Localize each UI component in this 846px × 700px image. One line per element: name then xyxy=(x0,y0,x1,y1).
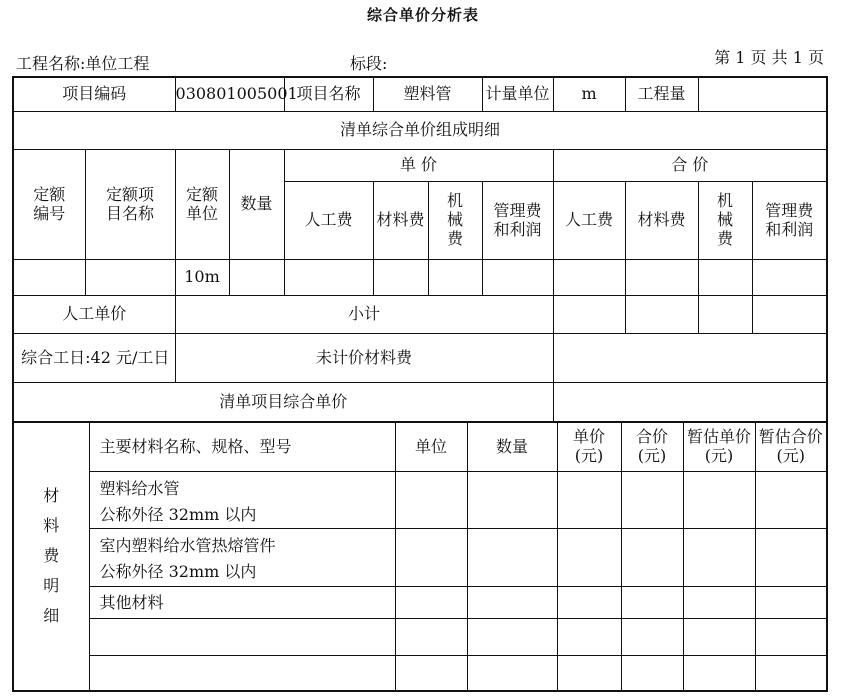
col-machine: 机械费 xyxy=(428,181,482,259)
labor-unit-price-label: 人工单价 xyxy=(13,295,175,333)
col-quota-unit: 定额单位 xyxy=(175,149,229,259)
material-spec: 公称外径 32mm 以内 xyxy=(99,562,257,581)
col-total-machine: 机械费 xyxy=(698,181,752,259)
section-label: 标段: xyxy=(350,54,388,73)
col-quantity: 数量 xyxy=(229,149,284,259)
material-row xyxy=(89,587,395,619)
col-quota-code: 定额编号 xyxy=(13,149,85,259)
col-labor: 人工费 xyxy=(284,181,373,259)
mat-col-unit: 单位 xyxy=(395,422,467,472)
material-row-empty xyxy=(89,619,395,656)
col-total-mgmt-profit: 管理费和利润 xyxy=(752,181,827,259)
item-unit-price-label: 清单项目综合单价 xyxy=(13,382,553,422)
project-name: 工程名称:单位工程 xyxy=(16,54,150,73)
col-mgmt-profit: 管理费和利润 xyxy=(482,181,553,259)
labor-day-rate: 综合工日:42 元/工日 xyxy=(13,333,175,382)
mat-col-est-unit-price: 暂估单价(元) xyxy=(683,422,755,472)
mat-col-quantity: 数量 xyxy=(467,422,557,472)
material-name: 塑料给水管 xyxy=(99,479,180,498)
mat-col-est-total-price: 暂估合价(元) xyxy=(755,422,827,472)
unit-price-table xyxy=(12,76,828,423)
mat-col-total-price: 合价(元) xyxy=(621,422,683,472)
material-spec: 公称外径 32mm 以内 xyxy=(99,505,257,524)
subtotal-label: 小计 xyxy=(175,295,553,333)
col-quota-name: 定额项目名称 xyxy=(85,149,175,259)
quantity-value xyxy=(698,77,827,111)
unit-label: 计量单位 xyxy=(482,77,553,111)
col-material: 材料费 xyxy=(373,181,428,259)
col-unit-price-group: 单 价 xyxy=(284,149,553,181)
material-side-label: 材料费明细 xyxy=(13,422,89,691)
unit-value: m xyxy=(553,77,625,111)
item-name-label: 项目名称 xyxy=(284,77,373,111)
material-name: 其他材料 xyxy=(99,592,164,612)
page-info: 第 1 页 共 1 页 xyxy=(714,48,824,67)
col-total-labor: 人工费 xyxy=(553,181,625,259)
material-row xyxy=(89,472,395,529)
material-name: 室内塑料给水管热熔管件 xyxy=(99,536,276,555)
item-code-value: 030801005001 xyxy=(175,77,284,111)
mat-col-name: 主要材料名称、规格、型号 xyxy=(89,422,395,472)
data-quota-name xyxy=(85,259,175,295)
detail-title: 清单综合单价组成明细 xyxy=(13,111,827,149)
item-name-value: 塑料管 xyxy=(373,77,482,111)
material-row-empty xyxy=(89,656,395,691)
item-code-label: 项目编码 xyxy=(13,77,175,111)
page-title: 综合单价分析表 xyxy=(366,6,479,24)
data-quota-unit: 10m xyxy=(175,259,229,295)
unpriced-material-label: 未计价材料费 xyxy=(175,333,553,382)
quantity-label: 工程量 xyxy=(625,77,698,111)
col-total-price-group: 合 价 xyxy=(553,149,827,181)
data-quota-code xyxy=(13,259,85,295)
material-row xyxy=(89,529,395,587)
material-detail-table xyxy=(12,421,828,692)
col-total-material: 材料费 xyxy=(625,181,698,259)
mat-col-unit-price: 单价(元) xyxy=(557,422,621,472)
